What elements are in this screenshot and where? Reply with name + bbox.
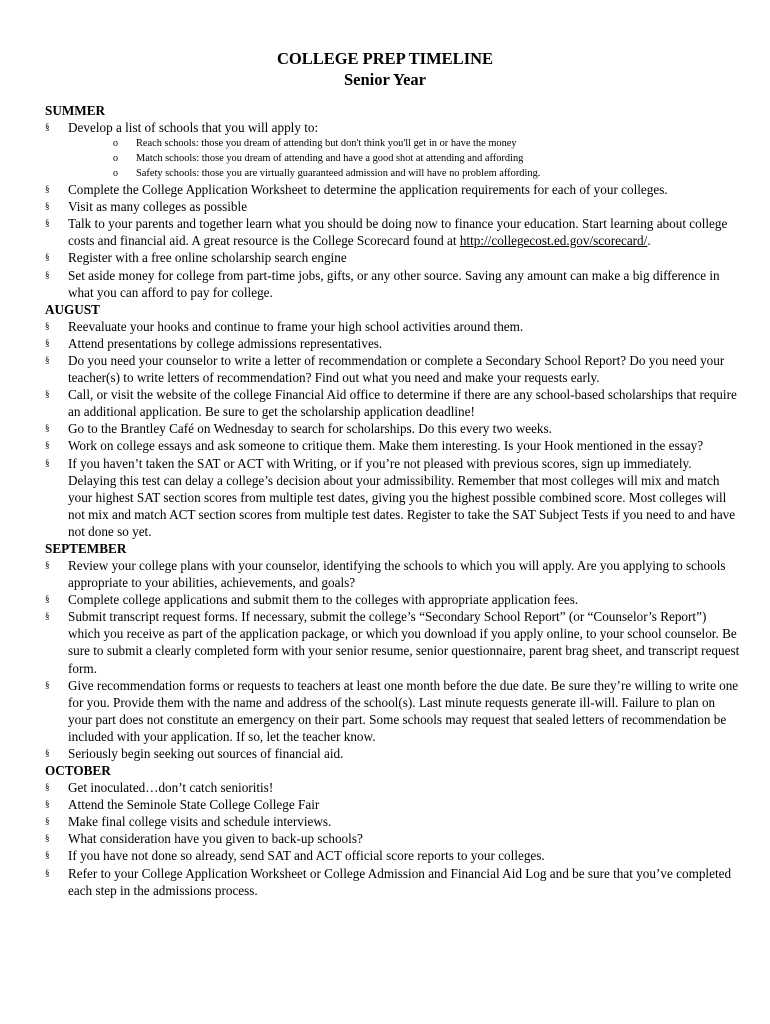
- bullet-icon: §: [45, 867, 50, 878]
- title-block: [30, 48, 740, 90]
- bullet-icon: §: [45, 184, 50, 195]
- section-heading-october: OCTOBER: [45, 763, 111, 779]
- list-item: § Set aside money for college from part-time jobs, gifts, or any other source. Saving any amount can make a big difference in what you can afford to pay for college.: [45, 267, 720, 300]
- bullet-icon: §: [45, 201, 50, 212]
- list-item: § Reevaluate your hooks and continue to frame your high school activities around them.: [45, 318, 524, 334]
- list-item: § Complete college applications and submit them to the colleges with appropriate application fees.: [45, 592, 579, 608]
- bullet-icon: §: [45, 799, 50, 810]
- bullet-icon: §: [45, 354, 50, 365]
- list-item: § If you have not done so already, send SAT and ACT official score reports to your colleges.: [45, 848, 545, 864]
- bullet-icon: §: [45, 252, 50, 263]
- bullet-icon: §: [45, 850, 50, 861]
- section-heading-summer: SUMMER: [45, 103, 106, 118]
- college-scorecard-link[interactable]: http://collegecost.ed.gov/scorecard/: [459, 233, 648, 249]
- list-item: § Talk to your parents and together learn what you should be doing now to finance your education. Start learning about college costs and financial aid. A great resource is the College Scorecard found at http://collegecost.ed.gov/scorecard/.: [45, 216, 728, 249]
- list-item: § Work on college essays and ask someone to critique them. Make them interesting. Is your Hook mentioned in the essay?: [45, 438, 704, 454]
- bullet-icon: §: [45, 748, 50, 758]
- bullet-icon: §: [45, 440, 50, 451]
- bullet-icon: §: [45, 679, 50, 690]
- list-item: § Complete the College Application Worksheet to determine the application requirements for each of your colleges.: [45, 182, 668, 198]
- bullet-icon: §: [45, 559, 50, 570]
- september-list: [45, 557, 740, 762]
- summer-list-continued: [45, 181, 740, 301]
- list-item: § Seriously begin seeking out sources of financial aid.: [45, 746, 344, 761]
- list-item: § Develop a list of schools that you will apply to:: [45, 120, 319, 135]
- section-heading-september: SEPTEMBER: [45, 540, 127, 556]
- sub-list-item: o Match schools: those you dream of attending and have a good shot at attending and affording: [113, 153, 524, 165]
- bullet-icon: §: [45, 782, 50, 793]
- list-item: § Visit as many colleges as possible: [45, 199, 248, 215]
- bullet-icon: §: [45, 337, 50, 348]
- august-list: [45, 318, 740, 540]
- list-item: § Attend the Seminole State College College Fair: [45, 797, 320, 813]
- list-item: § Make final college visits and schedule interviews.: [45, 814, 332, 830]
- list-item: § Get inoculated…don’t catch senioritis!: [45, 780, 274, 796]
- bullet-icon: §: [45, 611, 50, 622]
- list-item: § Give recommendation forms or requests to teachers at least one month before the due date. Be sure they’re willing to write one for you. Provide them with the name and address of the school(s). Last minute requests generate ill-will. Failure to plan on your part does not constitute an emergency on their part. Some schools may request that sealed letters of recommendation be included with your application. If so, let the teacher know.: [45, 677, 739, 744]
- bullet-icon: §: [45, 269, 50, 280]
- summer-list: [45, 119, 740, 136]
- page-title: COLLEGE PREP TIMELINE: [276, 49, 494, 68]
- section-heading-august: AUGUST: [45, 301, 100, 317]
- list-item: § Attend presentations by college admissions representatives.: [45, 335, 383, 351]
- list-item: § If you haven’t taken the SAT or ACT with Writing, or if you’re not pleased with previous scores, sign up immediately. Delaying this test can delay a college’s decision about your admissibility. Remember that most colleges will mix and match your highest SAT section scores from multiple test dates, giving you the highest possible combined score. Most colleges will not mix and match ACT section scores from multiple test dates. Register to take the SAT Subject Tests if you need to and have not done so yet.: [45, 455, 736, 539]
- list-item: § Do you need your counselor to write a letter of recommendation or complete a Secondary School Report? Do you need your teacher(s) to write letters of recommendation? Find out what you need and make your requests early.: [45, 352, 725, 386]
- list-item: § Review your college plans with your counselor, identifying the schools to which you will apply. Are you applying to schools appropriate to your abilities, achievements, and goals?: [45, 557, 726, 591]
- bullet-icon: §: [45, 816, 50, 827]
- bullet-icon: §: [45, 457, 50, 468]
- bullet-icon: §: [45, 389, 50, 400]
- october-list: [45, 779, 740, 899]
- page-subtitle: Senior Year: [343, 70, 427, 89]
- list-item: § Register with a free online scholarship search engine: [45, 250, 347, 266]
- sub-list-item: o Safety schools: those you are virtually guaranteed admission and will have no problem affording.: [113, 168, 541, 180]
- summer-sublist: [45, 136, 740, 181]
- circle-bullet-icon: o: [113, 168, 118, 180]
- bullet-icon: §: [45, 218, 50, 229]
- list-item: § Go to the Brantley Café on Wednesday to search for scholarships. Do this every two weeks.: [45, 421, 552, 437]
- bullet-icon: §: [45, 122, 50, 132]
- bullet-icon: §: [45, 833, 50, 844]
- bullet-icon: §: [45, 320, 50, 331]
- circle-bullet-icon: o: [113, 138, 118, 150]
- list-item: § What consideration have you given to back-up schools?: [45, 831, 363, 847]
- bullet-icon: §: [45, 594, 50, 605]
- list-item: § Submit transcript request forms. If necessary, submit the college’s “Secondary School Report” (or “Counselor’s Report”) which you receive as part of the application package, or which you download if you apply online, to your school counselor. Be sure to submit a clearly completed form with your senior resume, senior questionnaire, parent brag sheet, and transcript request form.: [45, 609, 740, 676]
- circle-bullet-icon: o: [113, 153, 118, 165]
- list-item: § Call, or visit the website of the college Financial Aid office to determine if there are any school-based scholarships that require an additional application. Be sure to get the scholarship application deadline!: [45, 387, 737, 420]
- list-item: § Refer to your College Application Worksheet or College Admission and Financial Aid Log and be sure that you’ve completed each step in the admissions process.: [45, 865, 732, 898]
- sub-list-item: o Reach schools: those you dream of attending but don't think you'll get in or have the money: [113, 138, 517, 150]
- bullet-icon: §: [45, 423, 50, 434]
